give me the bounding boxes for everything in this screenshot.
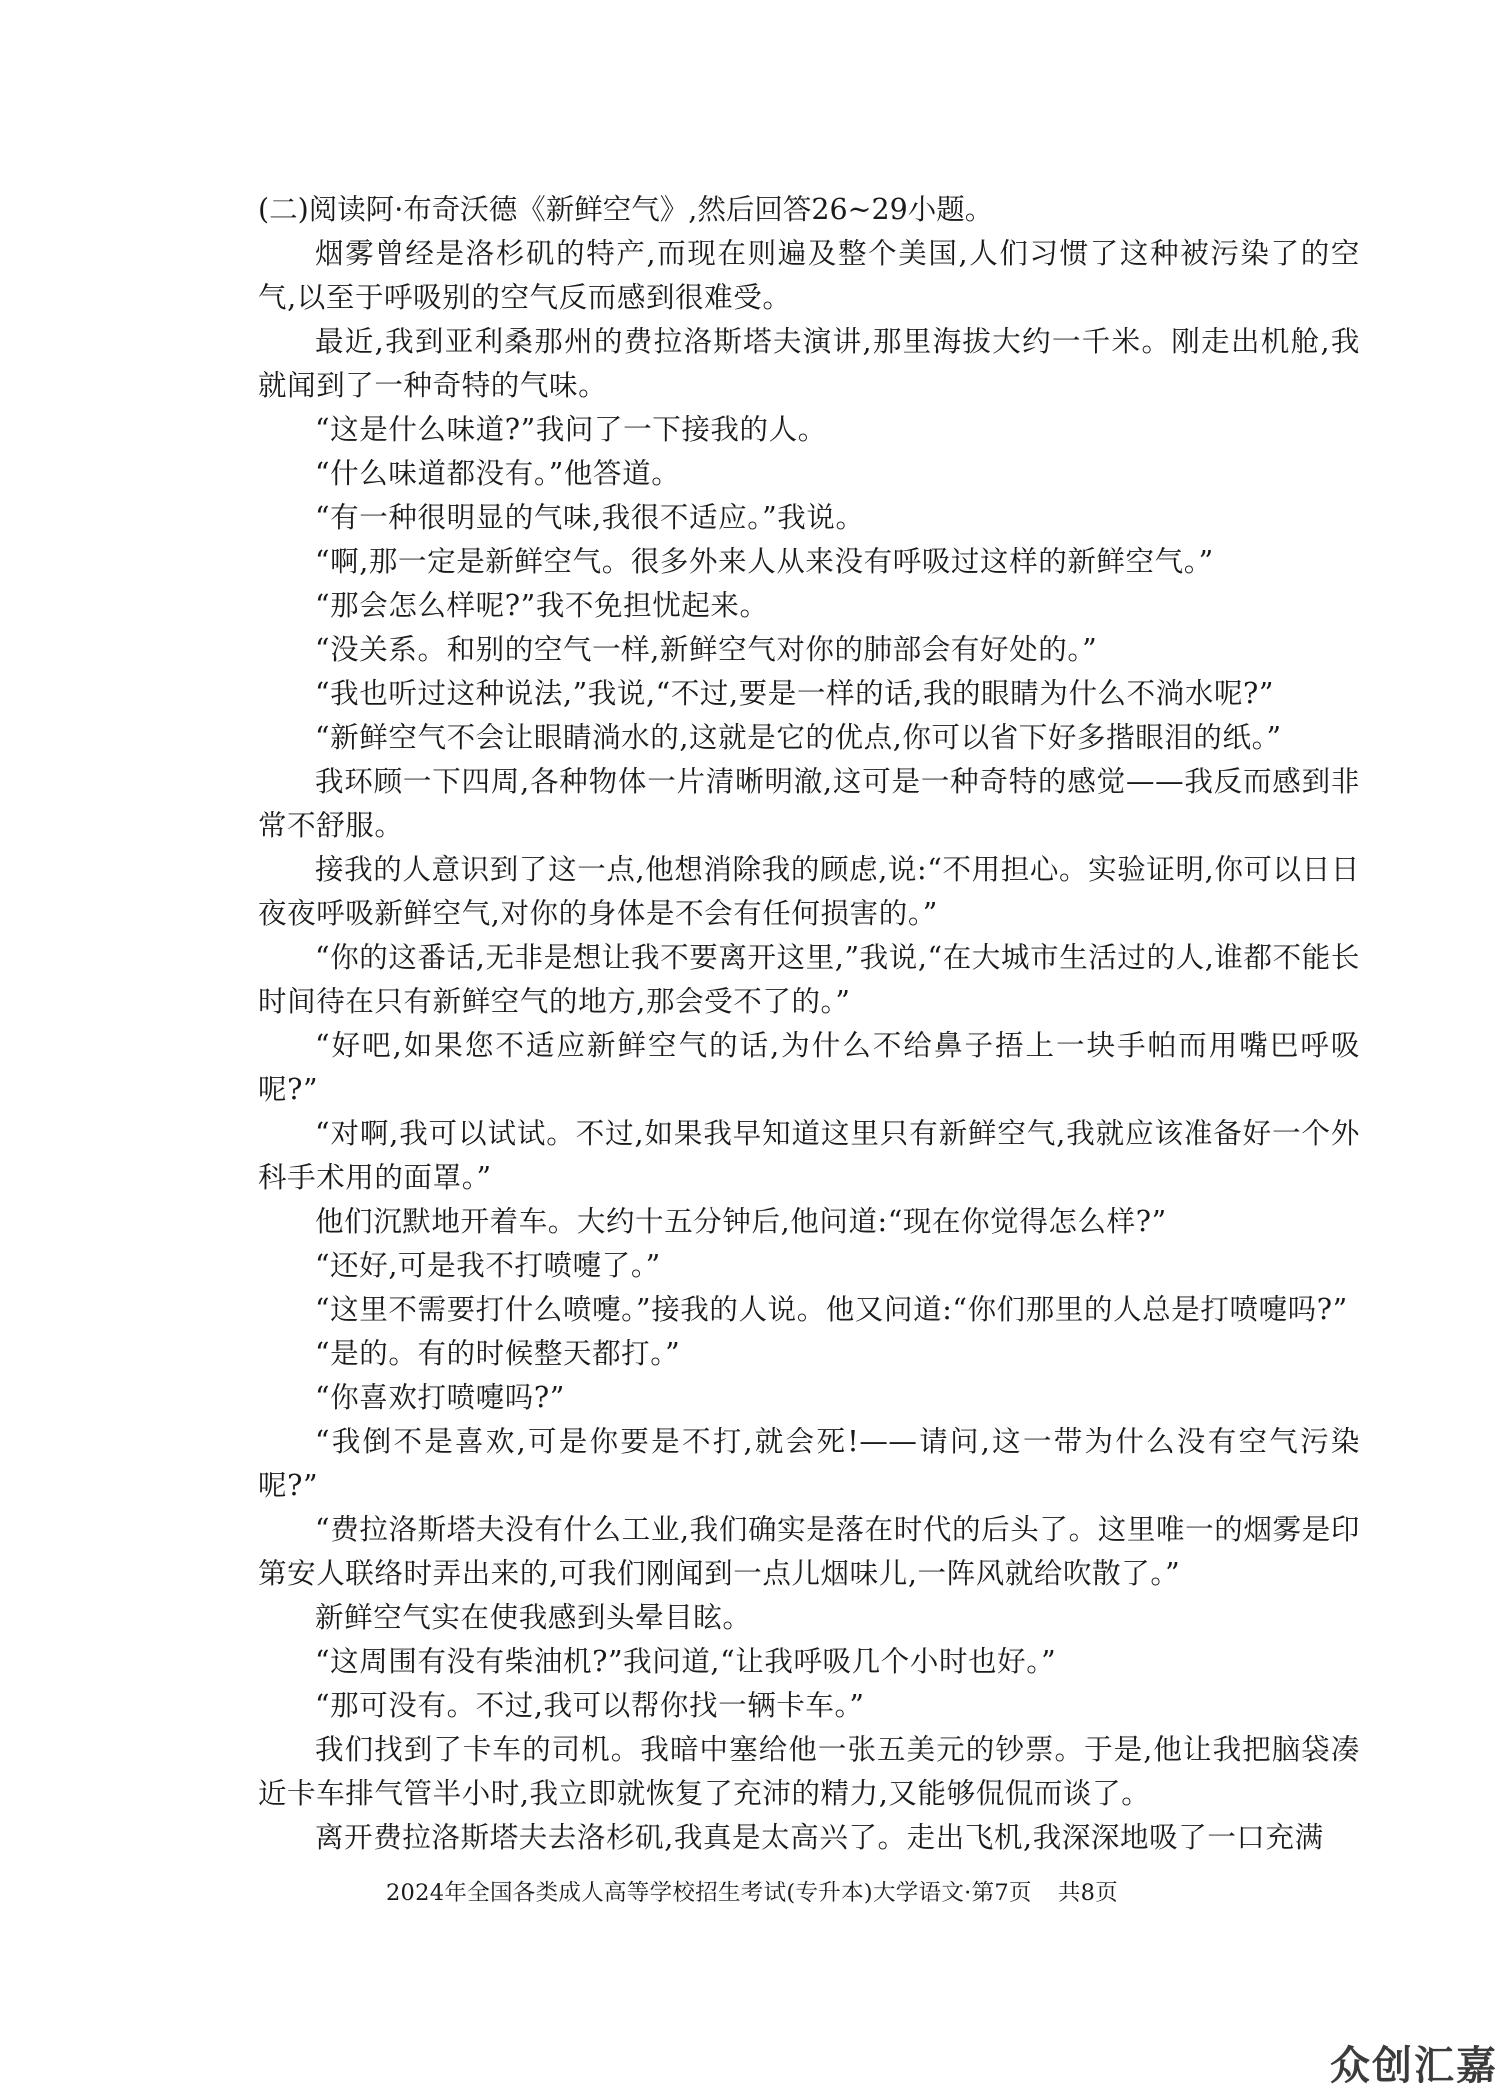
paragraph: 我环顾一下四周,各种物体一片清晰明澈,这可是一种奇特的感觉——我反而感到非常不舒服。 [258, 765, 1360, 842]
paragraph: 离开费拉洛斯塔夫去洛杉矶,我真是太高兴了。走出飞机,我深深地吸了一口充满 [315, 1821, 1324, 1854]
paragraph: “对啊,我可以试试。不过,如果我早知道这里只有新鲜空气,我就应该准备好一个外科手术用的面罩。” [258, 1117, 1360, 1194]
paragraph: 接我的人意识到了这一点,他想消除我的顾虑,说:“不用担心。实验证明,你可以日日夜夜呼吸新鲜空气,对你的身体是不会有任何损害的。” [258, 853, 1360, 930]
paragraph: 他们沉默地开着车。大约十五分钟后,他问道:“现在你觉得怎么样?” [315, 1205, 1167, 1238]
paragraph: “什么味道都没有。”他答道。 [315, 457, 681, 490]
paragraph: “有一种很明显的气味,我很不适应。”我说。 [315, 501, 865, 534]
paragraph: “那会怎么样呢?”我不免担忧起来。 [315, 589, 769, 622]
paragraph: 最近,我到亚利桑那州的费拉洛斯塔夫演讲,那里海拔大约一千米。刚走出机舱,我就闻到了一种奇特的气味。 [258, 325, 1360, 402]
paragraph: “我倒不是喜欢,可是你要是不打,就会死!——请问,这一带为什么没有空气污染呢?” [258, 1425, 1360, 1502]
paragraph: “费拉洛斯塔夫没有什么工业,我们确实是落在时代的后头了。这里唯一的烟雾是印第安人联络时弄出来的,可我们刚闻到一点儿烟味儿,一阵风就给吹散了。” [258, 1513, 1360, 1590]
paragraph: “还好,可是我不打喷嚏了。” [315, 1249, 661, 1282]
paragraph: “是的。有的时候整天都打。” [315, 1337, 681, 1370]
section-heading: (二)阅读阿·布奇沃德《新鲜空气》,然后回答26~29小题。 [258, 193, 994, 226]
paragraph: “那可没有。不过,我可以帮你找一辆卡车。” [315, 1689, 865, 1722]
footer-page-total: 共8页 [1057, 1880, 1119, 1906]
reading-passage [258, 188, 1360, 1860]
paragraph: 我们找到了卡车的司机。我暗中塞给他一张五美元的钞票。于是,他让我把脑袋凑近卡车排气管半小时,我立即就恢复了充沛的精力,又能够侃侃而谈了。 [258, 1733, 1360, 1810]
paragraph: “啊,那一定是新鲜空气。很多外来人从来没有呼吸过这样的新鲜空气。” [315, 545, 1214, 578]
footer-exam-title: 2024年全国各类成人高等学校招生考试(专升本)大学语文·第7页 [385, 1880, 1032, 1906]
paragraph: “没关系。和别的空气一样,新鲜空气对你的肺部会有好处的。” [315, 633, 1098, 666]
paragraph: “这周围有没有柴油机?”我问道,“让我呼吸几个小时也好。” [315, 1645, 1057, 1678]
paragraph: 烟雾曾经是洛杉矶的特产,而现在则遍及整个美国,人们习惯了这种被污染了的空气,以至于呼吸别的空气反而感到很难受。 [258, 237, 1360, 314]
paragraph: “我也听过这种说法,”我说,“不过,要是一样的话,我的眼睛为什么不淌水呢?” [315, 677, 1275, 710]
paragraph: “这里不需要打什么喷嚏。”接我的人说。他又问道:“你们那里的人总是打喷嚏吗?” [315, 1293, 1348, 1326]
paragraph: 新鲜空气实在使我感到头晕目眩。 [315, 1601, 752, 1634]
paragraph: “这是什么味道?”我问了一下接我的人。 [315, 413, 827, 446]
paragraph: “好吧,如果您不适应新鲜空气的话,为什么不给鼻子捂上一块手帕而用嘴巴呼吸呢?” [258, 1029, 1360, 1106]
page-footer [0, 1878, 1504, 1908]
paragraph: “你喜欢打喷嚏吗?” [315, 1381, 565, 1414]
paragraph: “新鲜空气不会让眼睛淌水的,这就是它的优点,你可以省下好多揩眼泪的纸。” [315, 721, 1282, 754]
watermark-logo: 众创汇嘉 [1330, 2043, 1498, 2089]
paragraph: “你的这番话,无非是想让我不要离开这里,”我说,“在大城市生活过的人,谁都不能长时间待在只有新鲜空气的地方,那会受不了的。” [258, 941, 1360, 1018]
